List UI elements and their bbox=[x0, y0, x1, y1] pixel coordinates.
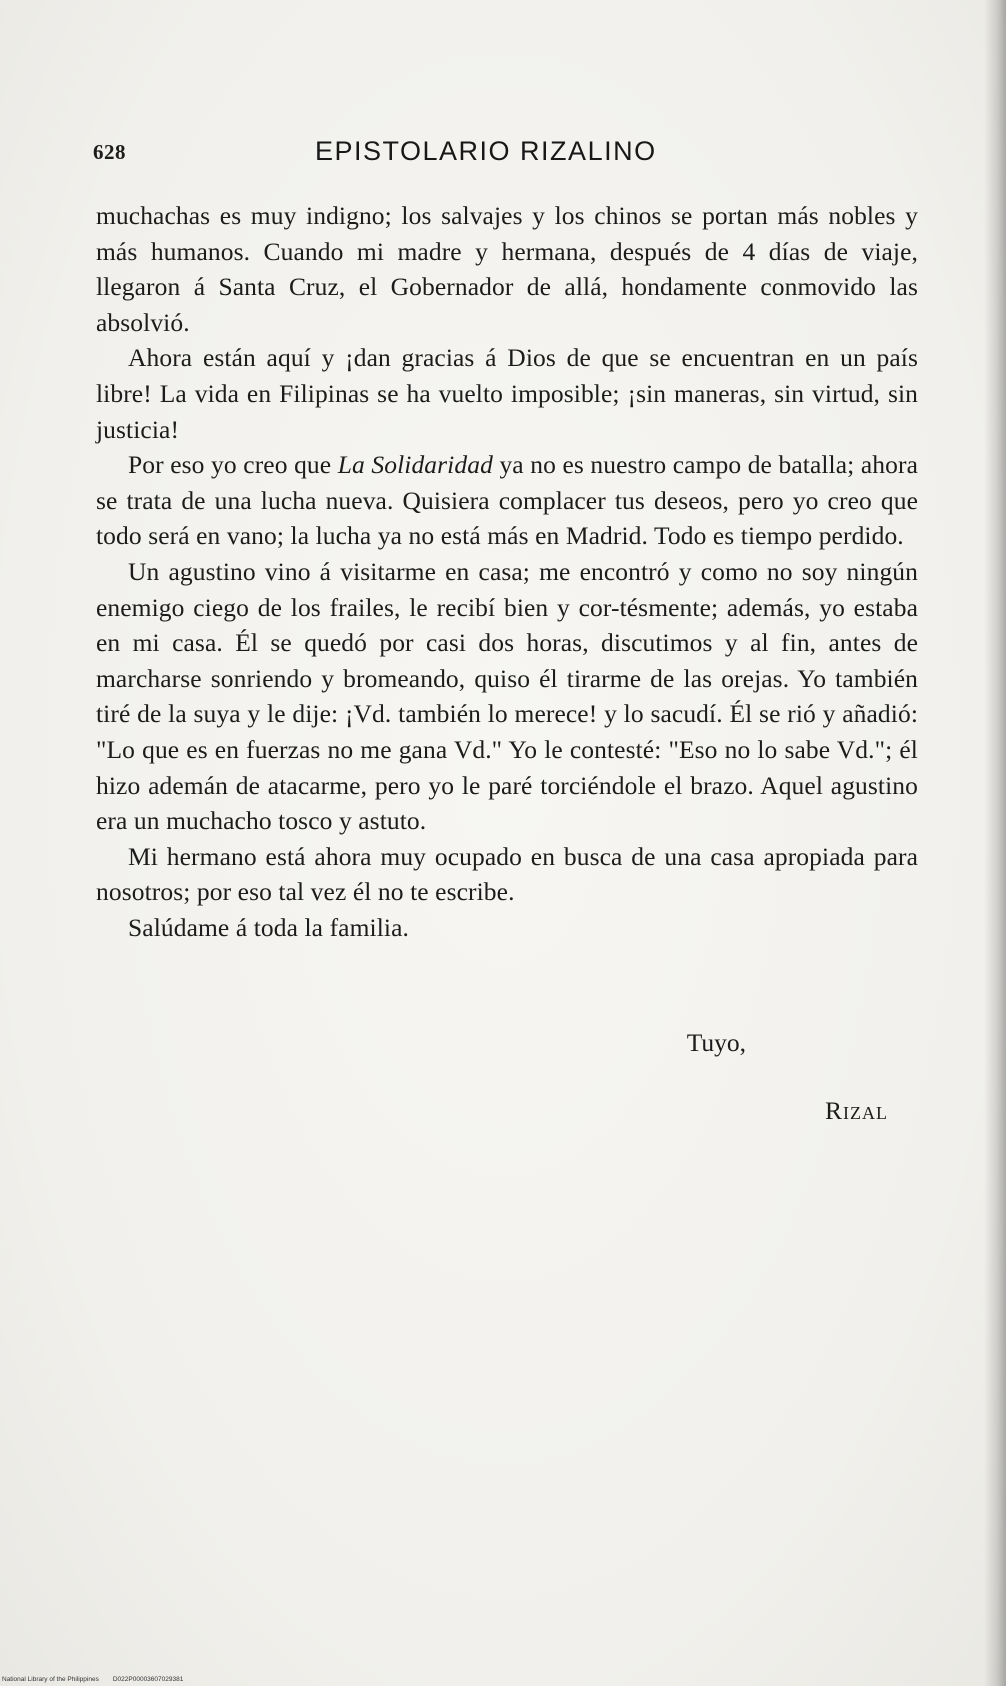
paragraph-1: muchachas es muy indigno; los salvajes y los chinos se portan más nobles y más humanos. Cuando mi madre y hermana, después de 4 días de viaje, llegaron á Santa Cruz, el Gobernador de allá, hondamente conmovido las absolvió. bbox=[96, 201, 918, 337]
paragraph-3-rest: ya no es nuestro campo de batalla; ahora se trata de una lucha nueva. Quisiera complacer tus deseos, pero yo creo que todo será en vano; la lucha ya no está más en Madrid. Todo es tiempo perdido. bbox=[96, 450, 918, 551]
signature: Rizal bbox=[825, 1096, 888, 1125]
paragraph-3-lead: Por eso yo creo que bbox=[128, 450, 338, 480]
page-number: 628 bbox=[93, 140, 126, 164]
page-gutter-shadow bbox=[984, 0, 1006, 1686]
valediction: Tuyo, bbox=[686, 1028, 746, 1057]
document-code: D022P00003607029381 bbox=[112, 1676, 184, 1683]
paragraph-4: Un agustino vino á visitarme en casa; me encontró y como no soy ningún enemigo ciego de los frailes, le recibí bien y cor-tésmente; además, yo estaba en mi casa. Él se quedó por casi dos horas, discutimos y al fin, antes de marcharse sonriendo y bromeando, quiso él tirarme de las orejas. Yo también tiré de la suya y le dije: ¡Vd. también lo merece! y lo sacudí. Él se rió y añadió: "Lo que es en fuerzas no me gana Vd." Yo le contesté: "Eso no lo sabe Vd."; él hizo ademán de atacarme, pero yo le paré torciéndole el brazo. Aquel agustino era un muchacho tosco y astuto. bbox=[96, 556, 918, 836]
book-title: EPISTOLARIO RIZALINO bbox=[315, 136, 657, 166]
running-head bbox=[93, 136, 915, 170]
footer-credit bbox=[2, 1676, 183, 1683]
library-credit: National Library of the Philippines bbox=[2, 1676, 99, 1683]
paragraph-2: Ahora están aquí y ¡dan gracias á Dios de que se encuentran en un país libre! La vida en Filipinas se ha vuelto imposible; ¡sin maneras, sin virtud, sin justicia! bbox=[96, 343, 918, 444]
letter-body bbox=[96, 198, 918, 945]
paragraph-5: Mi hermano está ahora muy ocupado en busca de una casa apropiada para nosotros; por eso tal vez él no te escribe. bbox=[96, 841, 918, 907]
paragraph-6: Salúdame á toda la familia. bbox=[128, 912, 409, 942]
newspaper-title: La Solidaridad bbox=[337, 450, 493, 480]
paragraph-3 bbox=[96, 447, 918, 554]
